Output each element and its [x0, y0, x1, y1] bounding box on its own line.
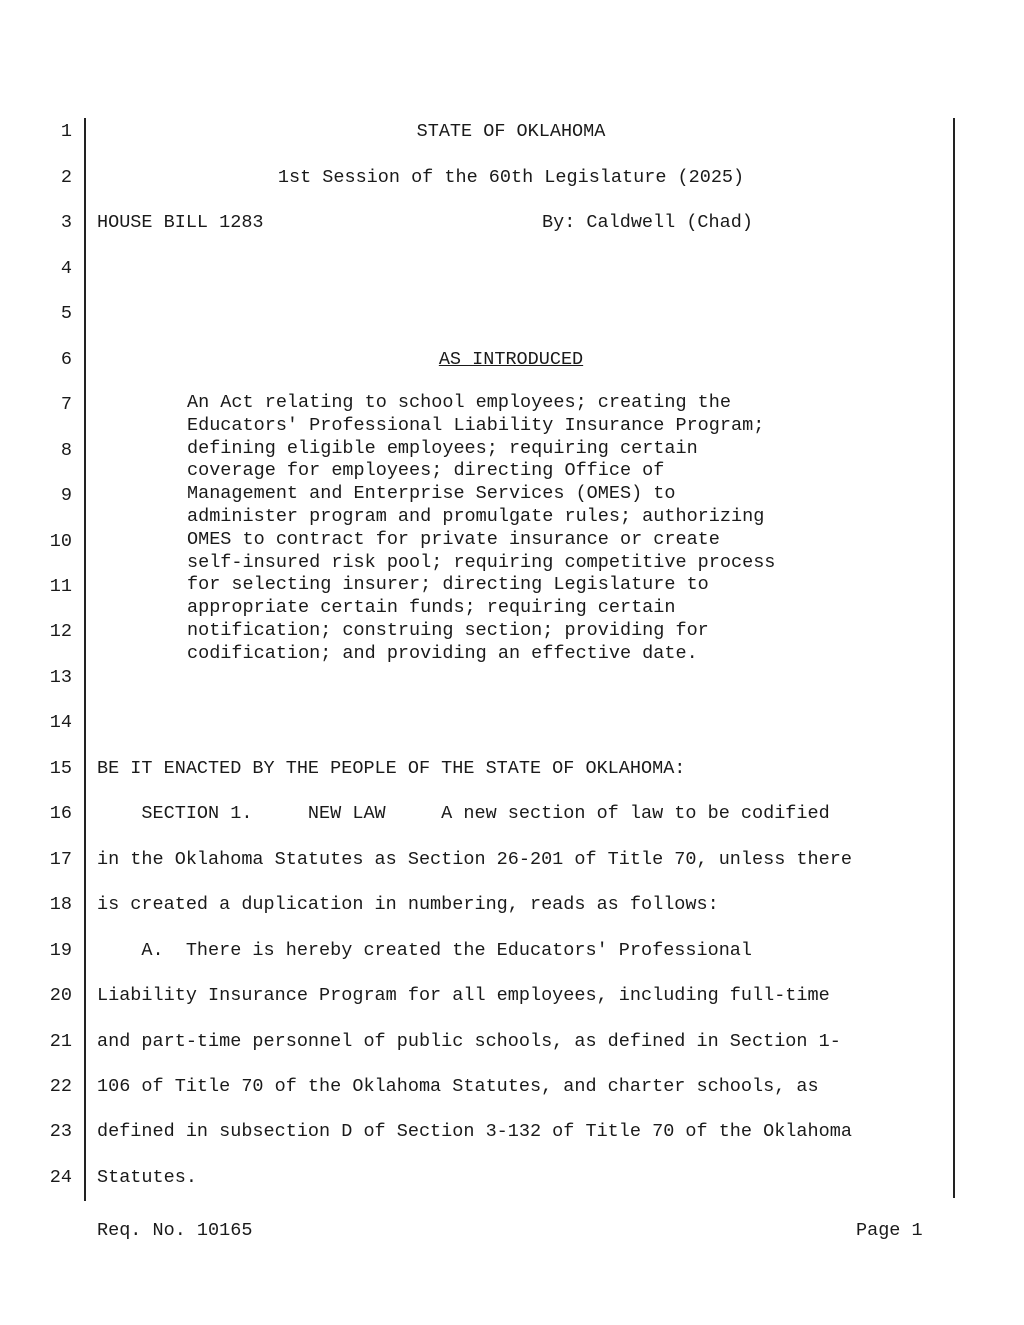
- line-number: 3: [60, 212, 72, 233]
- page-number: Page 1: [856, 1220, 923, 1241]
- enacting-clause: BE IT ENACTED BY THE PEOPLE OF THE STATE OF OKLAHOMA:: [97, 758, 686, 779]
- line-number: 5: [60, 303, 72, 324]
- body-line: Statutes.: [97, 1167, 197, 1188]
- bill-abstract: [187, 392, 867, 666]
- abstract-line: Educators' Professional Liability Insurance Program;: [187, 414, 765, 436]
- abstract-line: self-insured risk pool; requiring competitive process: [187, 551, 776, 573]
- body-line: and part-time personnel of public schools, as defined in Section 1-: [97, 1031, 841, 1052]
- line-number: 21: [49, 1031, 72, 1052]
- abstract-line: appropriate certain funds; requiring certain: [187, 597, 676, 619]
- line-number: 18: [49, 894, 72, 915]
- abstract-line: for selecting insurer; directing Legislature to: [187, 574, 709, 596]
- abstract-line: codification; and providing an effective date.: [187, 642, 698, 664]
- line-number: 12: [49, 621, 72, 642]
- body-line: in the Oklahoma Statutes as Section 26-201 of Title 70, unless there: [97, 849, 852, 870]
- abstract-line: notification; construing section; providing for: [187, 619, 709, 641]
- session-heading: 1st Session of the 60th Legislature (2025): [277, 167, 745, 188]
- right-margin-rule: [953, 118, 955, 1198]
- line-number: 16: [49, 803, 72, 824]
- line-number: 1: [60, 121, 72, 142]
- body-line: Liability Insurance Program for all employees, including full-time: [97, 985, 830, 1006]
- line-number: 8: [60, 440, 72, 461]
- line-number: 7: [60, 394, 72, 415]
- line-number: 4: [60, 258, 72, 279]
- line-number: 14: [49, 712, 72, 733]
- bill-author: By: Caldwell (Chad): [542, 212, 753, 233]
- line-number: 24: [49, 1167, 72, 1188]
- status-heading: AS INTRODUCED: [438, 349, 584, 370]
- left-margin-rule: [84, 118, 86, 1201]
- line-number: 17: [49, 849, 72, 870]
- abstract-line: defining eligible employees; requiring certain: [187, 437, 698, 459]
- abstract-line: coverage for employees; directing Office of: [187, 460, 665, 482]
- line-number: 9: [60, 485, 72, 506]
- abstract-line: OMES to contract for private insurance or create: [187, 528, 720, 550]
- body-line: SECTION 1. NEW LAW A new section of law to be codified: [97, 803, 830, 824]
- line-number: 6: [60, 349, 72, 370]
- line-number: 2: [60, 167, 72, 188]
- line-number: 19: [49, 940, 72, 961]
- line-number: 22: [49, 1076, 72, 1097]
- body-line: A. There is hereby created the Educators' Professional: [97, 940, 753, 961]
- state-heading: STATE OF OKLAHOMA: [416, 121, 606, 142]
- line-number: 20: [49, 985, 72, 1006]
- abstract-line: An Act relating to school employees; creating the: [187, 392, 731, 413]
- line-number: 23: [49, 1121, 72, 1142]
- line-number: 15: [49, 758, 72, 779]
- line-number: 11: [49, 576, 72, 597]
- bill-number: HOUSE BILL 1283: [97, 212, 264, 233]
- line-number: 10: [49, 531, 72, 552]
- abstract-line: Management and Enterprise Services (OMES) to: [187, 483, 676, 505]
- line-number: 13: [49, 667, 72, 688]
- body-line: 106 of Title 70 of the Oklahoma Statutes, and charter schools, as: [97, 1076, 819, 1097]
- body-line: is created a duplication in numbering, reads as follows:: [97, 894, 719, 915]
- body-line: defined in subsection D of Section 3-132 of Title 70 of the Oklahoma: [97, 1121, 852, 1142]
- request-number: Req. No. 10165: [97, 1220, 253, 1241]
- abstract-line: administer program and promulgate rules; authorizing: [187, 505, 765, 527]
